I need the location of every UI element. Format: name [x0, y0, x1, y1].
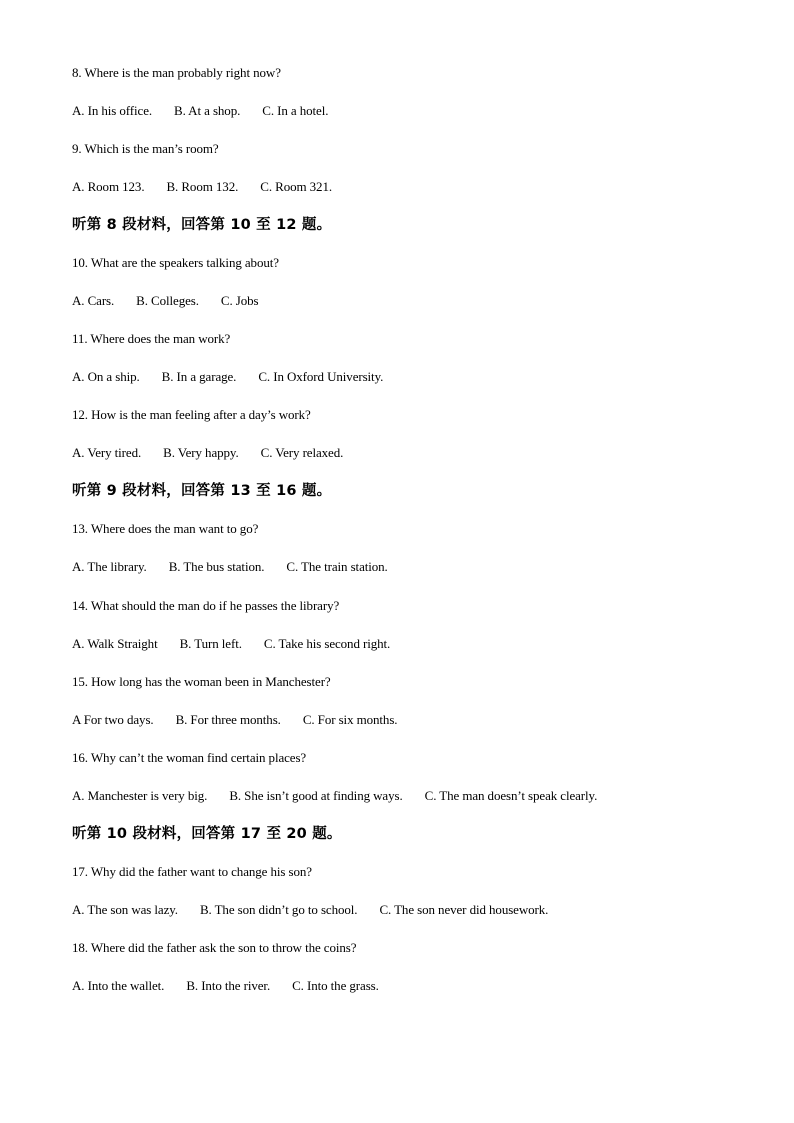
question-number: 14.	[72, 598, 88, 613]
question-text: What should the man do if he passes the library?	[90, 598, 340, 613]
option-b: B. She isn’t good at finding ways.	[229, 788, 403, 803]
option-b: B. Into the river.	[186, 978, 271, 993]
option-c: C. Take his second right.	[263, 636, 391, 651]
question-text: Where did the father ask the son to throw the coins?	[90, 940, 357, 955]
option-b: B. Very happy.	[163, 445, 239, 460]
question-15	[72, 674, 331, 690]
option-a: A. Manchester is very big.	[72, 788, 208, 803]
question-text: How long has the woman been in Manchester?	[91, 674, 331, 689]
question-text: Where does the man work?	[90, 331, 231, 346]
option-a: A. Room 123.	[72, 179, 145, 194]
question-18-options	[72, 978, 379, 994]
question-13	[72, 521, 258, 537]
option-c: C. In a hotel.	[262, 103, 329, 118]
option-c: C. In Oxford University.	[258, 369, 384, 384]
question-13-options	[72, 559, 388, 575]
question-text: How is the man feeling after a day’s work?	[91, 407, 311, 422]
question-number: 11.	[72, 331, 88, 346]
question-text: Which is the man’s room?	[84, 141, 219, 156]
section-heading-9: 听第 9 段材料，回答第 13 至 16 题。	[72, 483, 332, 499]
option-b: B. At a shop.	[174, 103, 241, 118]
question-text: What are the speakers talking about?	[90, 255, 279, 270]
option-b: B. In a garage.	[161, 369, 237, 384]
option-a: A. Walk Straight	[72, 636, 158, 651]
question-8	[72, 65, 281, 81]
option-b: B. The bus station.	[168, 559, 265, 574]
question-text: Where does the man want to go?	[90, 521, 259, 536]
question-9-options	[72, 179, 332, 195]
question-10-options	[72, 293, 258, 309]
option-b: B. For three months.	[175, 712, 281, 727]
option-a: A. The library.	[72, 559, 147, 574]
question-10	[72, 255, 279, 271]
option-c: C. Very relaxed.	[260, 445, 344, 460]
option-a: A. Cars.	[72, 293, 115, 308]
question-14-options	[72, 636, 390, 652]
question-16	[72, 750, 306, 766]
question-number: 17.	[72, 864, 88, 879]
question-9	[72, 141, 219, 157]
question-number: 13.	[72, 521, 88, 536]
section-heading-8: 听第 8 段材料，回答第 10 至 12 题。	[72, 217, 332, 233]
option-a: A. Into the wallet.	[72, 978, 165, 993]
option-a: A. In his office.	[72, 103, 153, 118]
option-c: C. The train station.	[286, 559, 388, 574]
option-a: A. The son was lazy.	[72, 902, 178, 917]
question-17	[72, 864, 312, 880]
question-number: 8.	[72, 65, 82, 80]
option-c: C. For six months.	[302, 712, 398, 727]
section-heading-10: 听第 10 段材料，回答第 17 至 20 题。	[72, 826, 342, 842]
option-c: C. Room 321.	[260, 179, 333, 194]
question-number: 10.	[72, 255, 88, 270]
option-a: A For two days.	[72, 712, 154, 727]
option-b: B. Turn left.	[179, 636, 242, 651]
question-17-options	[72, 902, 548, 918]
option-c: C. The man doesn’t speak clearly.	[424, 788, 598, 803]
question-12-options	[72, 445, 343, 461]
question-text: Why did the father want to change his son?	[90, 864, 312, 879]
question-12	[72, 407, 311, 423]
question-number: 18.	[72, 940, 88, 955]
question-number: 12.	[72, 407, 88, 422]
question-15-options	[72, 712, 397, 728]
option-a: A. Very tired.	[72, 445, 142, 460]
question-number: 16.	[72, 750, 88, 765]
question-18	[72, 940, 356, 956]
question-number: 15.	[72, 674, 88, 689]
option-b: B. Room 132.	[166, 179, 239, 194]
question-text: Why can’t the woman find certain places?	[90, 750, 307, 765]
option-a: A. On a ship.	[72, 369, 140, 384]
option-c: C. Jobs	[220, 293, 259, 308]
option-b: B. Colleges.	[136, 293, 199, 308]
option-c: C. Into the grass.	[292, 978, 379, 993]
question-11	[72, 331, 230, 347]
option-c: C. The son never did housework.	[379, 902, 549, 917]
question-14	[72, 598, 339, 614]
question-8-options	[72, 103, 328, 119]
question-16-options	[72, 788, 597, 804]
question-number: 9.	[72, 141, 82, 156]
option-b: B. The son didn’t go to school.	[199, 902, 358, 917]
question-text: Where is the man probably right now?	[84, 65, 281, 80]
question-11-options	[72, 369, 383, 385]
